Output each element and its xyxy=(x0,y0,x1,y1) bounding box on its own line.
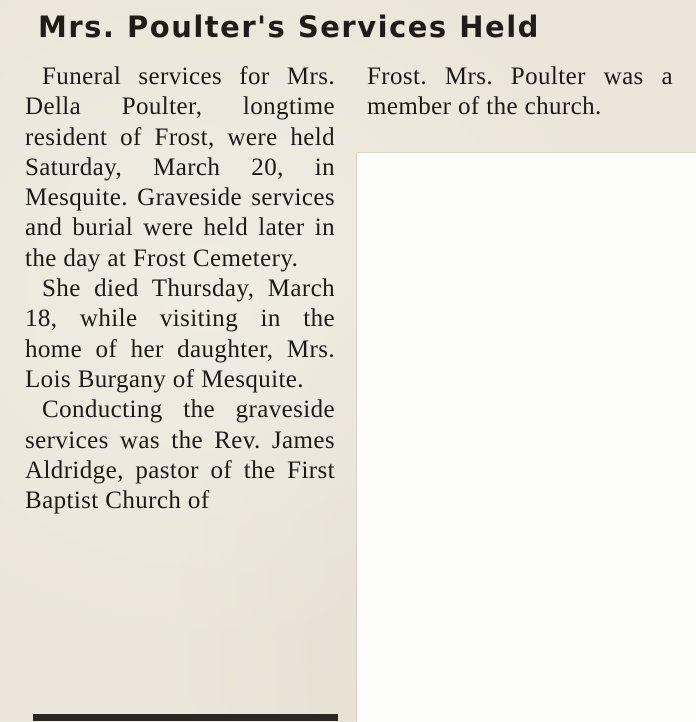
article-continuation: Frost. Mrs. Poulter was a member of the church. xyxy=(367,63,673,121)
article-headline: Mrs. Poulter's Services Held xyxy=(38,10,540,44)
article-paragraph-1: Funeral services for Mrs. Della Poulter, longtime resident of Frost, were held Saturday, March 20, in Mesquite. Graveside services and burial were held later in the day at Frost Cemetery. xyxy=(25,63,335,272)
article-column-left xyxy=(25,62,335,714)
article-paragraph-2: She died Thursday, March 18, while visiting in the home of her daughter, Mrs. Lois Burgany of Mesquite. xyxy=(25,275,335,393)
article-column-right xyxy=(367,62,673,123)
column-bottom-rule xyxy=(33,714,338,721)
article-paragraph-3: Conducting the graveside services was the Rev. James Aldridge, pastor of the First Baptist Church of xyxy=(25,396,335,515)
blank-paper-area xyxy=(356,152,696,722)
